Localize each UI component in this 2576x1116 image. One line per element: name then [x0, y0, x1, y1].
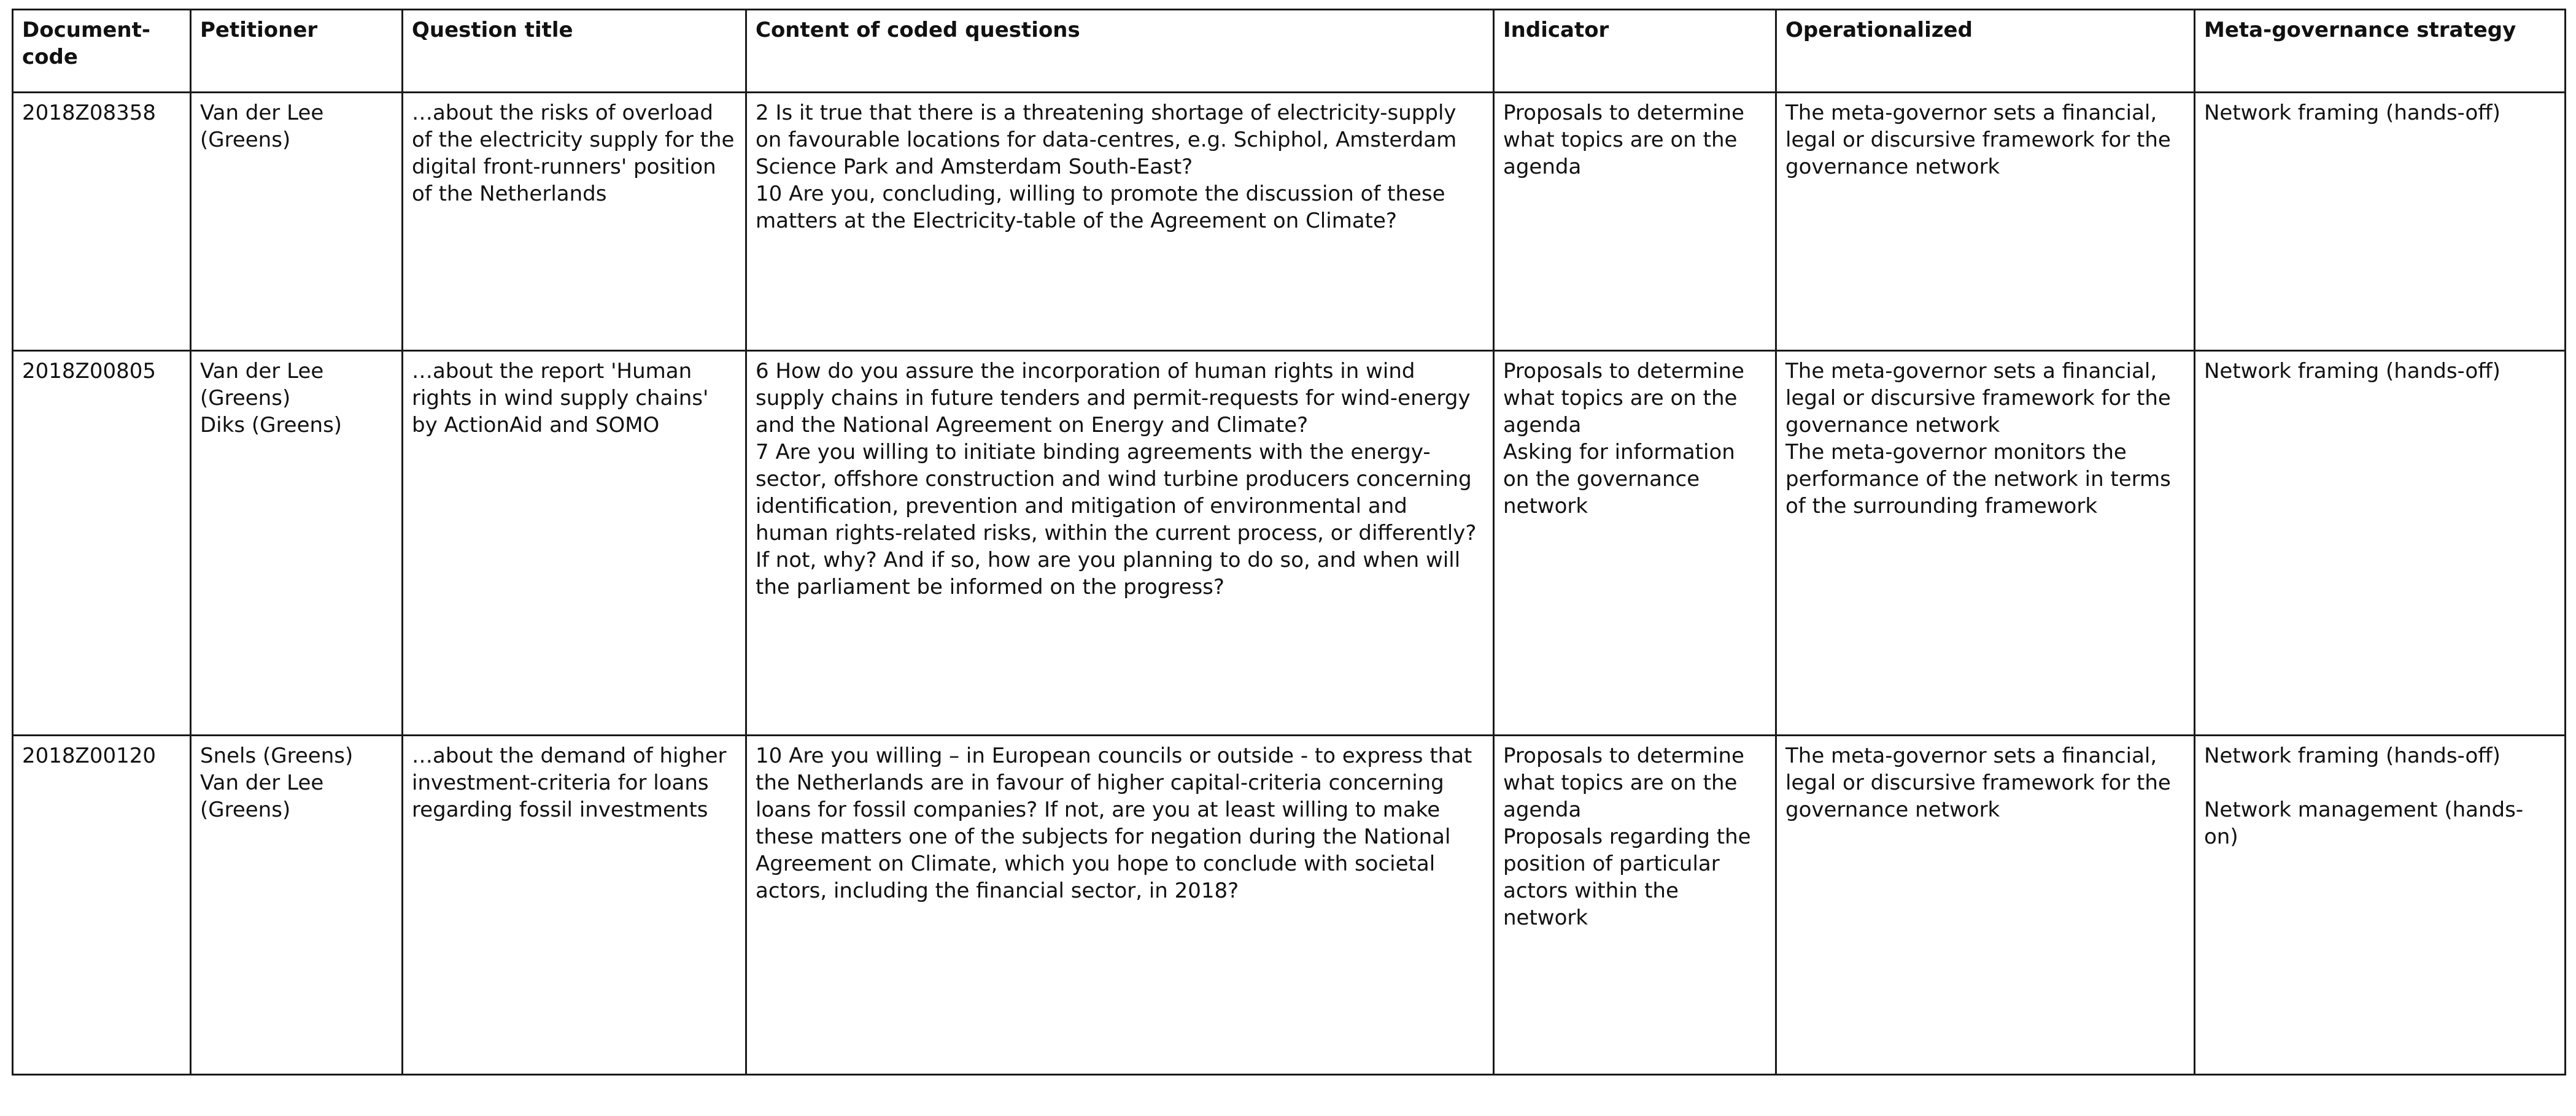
indicator-entry: Asking for information on the governance network — [1503, 440, 1735, 518]
petitioner-entry: Diks (Greens) — [200, 413, 342, 437]
question-text: 6 How do you assure the incorporation of human rights in wind supply chains in future tenders and permit-requests for wind-energy and the National Agreement on Energy and Climate? — [756, 359, 1471, 437]
petitioner-entry: Snels (Greens) — [200, 744, 354, 768]
table-row — [13, 93, 2566, 351]
header-question-title: Question title — [403, 10, 746, 93]
indicator-entry: Proposals to determine what topics are on the agenda — [1503, 359, 1744, 437]
indicator-cell — [1494, 93, 1776, 351]
header-operationalized: Operationalized — [1776, 10, 2195, 93]
question-text: 7 Are you willing to initiate binding agreements with the energy-sector, offshore construction and wind turbine producers concerning identification, prevention and mitigation of environmental and human rights-related risks, within the current process, or differently? If not, why? And if so, how are you planning to do so, and when will the parliament be informed on the progress? — [756, 440, 1477, 599]
indicator-cell — [1494, 351, 1776, 736]
indicator-entry: Proposals regarding the position of particular actors within the network — [1503, 825, 1751, 930]
question-text: 10 Are you willing – in European councils or outside - to express that the Netherlands are in favour of higher capital-criteria concerning loans for fossil companies? If not, are you at least willing to make these matters one of the subjects for negation during the National Agreement on Climate, which you hope to conclude with societal actors, including the financial sector, in 2018? — [756, 744, 1472, 903]
question-title-cell: …about the risks of overload of the electricity supply for the digital front-runners' position of the Netherlands — [403, 93, 746, 351]
operationalized-entry: The meta-governor monitors the performance of the network in terms of the surrounding framework — [1785, 440, 2171, 518]
content-cell — [746, 351, 1494, 736]
petitioner-entry: Van der Lee (Greens) — [200, 359, 324, 410]
content-cell — [746, 93, 1494, 351]
petitioner-entry: Van der Lee (Greens) — [200, 771, 324, 822]
table-row — [13, 736, 2566, 1075]
operationalized-cell — [1776, 736, 2195, 1075]
spacer — [2204, 769, 2556, 796]
question-text: 2 Is it true that there is a threatening shortage of electricity-supply on favourable locations for data-centres, e.g. Schiphol, Amsterdam Science Park and Amsterdam South-East? — [756, 101, 1457, 179]
operationalized-cell — [1776, 351, 2195, 736]
strategy-cell — [2195, 93, 2566, 351]
header-strategy: Meta-governance strategy — [2195, 10, 2566, 93]
document-code-cell: 2018Z00120 — [13, 736, 191, 1075]
strategy-cell — [2195, 736, 2566, 1075]
operationalized-entry: The meta-governor sets a financial, legal or discursive framework for the governance network — [1785, 744, 2171, 822]
header-indicator: Indicator — [1494, 10, 1776, 93]
strategy-entry: Network framing (hands-off) — [2204, 744, 2501, 768]
content-cell — [746, 736, 1494, 1075]
strategy-cell — [2195, 351, 2566, 736]
operationalized-entry: The meta-governor sets a financial, legal or discursive framework for the governance network — [1785, 359, 2171, 437]
table-row — [13, 351, 2566, 736]
header-row — [13, 10, 2566, 93]
indicator-cell — [1494, 736, 1776, 1075]
petitioner-cell — [191, 351, 403, 736]
operationalized-cell — [1776, 93, 2195, 351]
document-code-cell: 2018Z00805 — [13, 351, 191, 736]
indicator-entry: Proposals to determine what topics are on the agenda — [1503, 101, 1744, 179]
petitioner-entry: Van der Lee (Greens) — [200, 101, 324, 152]
strategy-entry: Network framing (hands-off) — [2204, 359, 2501, 383]
header-petitioner: Petitioner — [191, 10, 403, 93]
question-title-cell: …about the report 'Human rights in wind supply chains' by ActionAid and SOMO — [403, 351, 746, 736]
operationalized-entry: The meta-governor sets a financial, legal or discursive framework for the governance network — [1785, 101, 2171, 179]
petitioner-cell — [191, 736, 403, 1075]
coded-questions-table — [12, 9, 2566, 1076]
indicator-entry: Proposals to determine what topics are on the agenda — [1503, 744, 1744, 822]
strategy-entry: Network management (hands-on) — [2204, 798, 2524, 849]
question-text: 10 Are you, concluding, willing to promote the discussion of these matters at the Electricity-table of the Agreement on Climate? — [756, 182, 1445, 233]
header-document-code: Document-code — [13, 10, 191, 93]
document-code-cell: 2018Z08358 — [13, 93, 191, 351]
petitioner-cell — [191, 93, 403, 351]
question-title-cell: …about the demand of higher investment-criteria for loans regarding fossil investments — [403, 736, 746, 1075]
strategy-entry: Network framing (hands-off) — [2204, 101, 2501, 125]
header-content: Content of coded questions — [746, 10, 1494, 93]
